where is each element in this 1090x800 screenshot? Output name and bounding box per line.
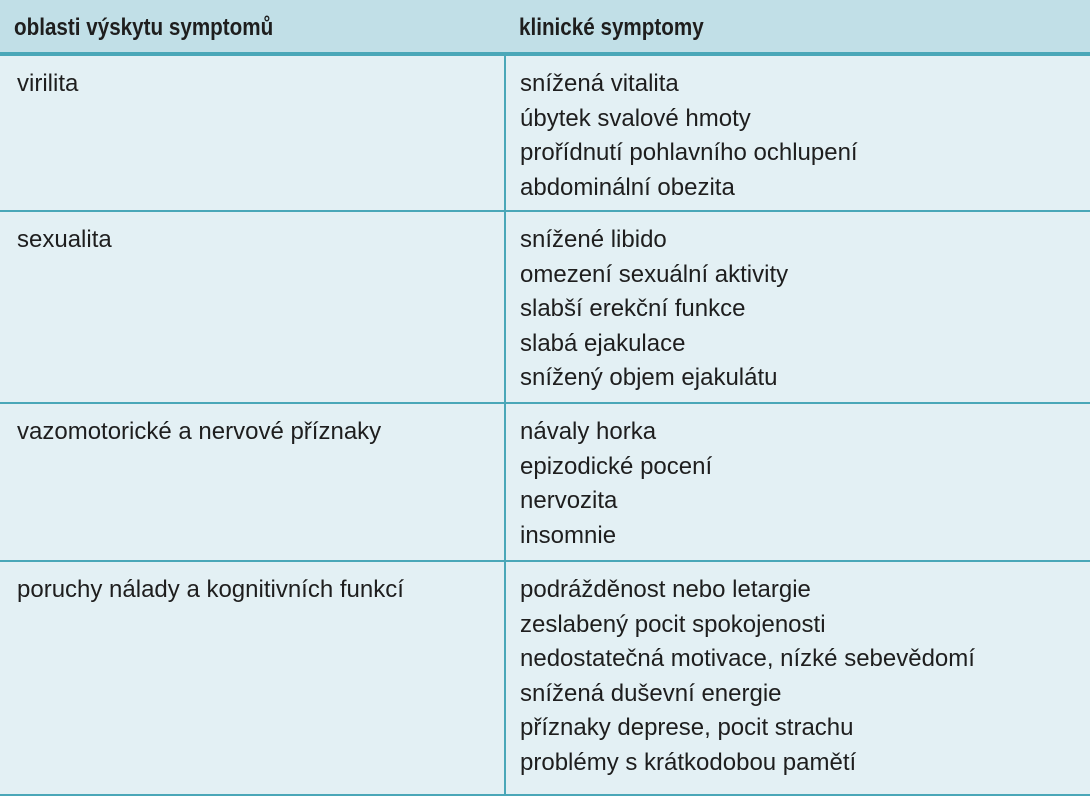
symptom-item: úbytek svalové hmoty xyxy=(520,104,751,132)
column-divider xyxy=(504,56,506,794)
area-cell: poruchy nálady a kognitivních funkcí xyxy=(17,576,404,603)
symptom-item: slabší erekční funkce xyxy=(520,295,746,322)
table-row xyxy=(0,56,1090,212)
symptom-item: problémy s krátkodobou pamětí xyxy=(520,748,857,776)
symptom-item: návaly horka xyxy=(520,418,657,445)
symptom-item: snížená vitalita xyxy=(520,70,679,97)
symptom-item: snížené libido xyxy=(520,226,667,253)
symptoms-cell xyxy=(520,67,858,205)
header-area: oblasti výskytu symptomů xyxy=(14,14,274,41)
table-row xyxy=(0,404,1090,562)
symptom-item: příznaky deprese, pocit strachu xyxy=(520,714,854,741)
symptom-item: slabá ejakulace xyxy=(520,329,686,357)
header-symptoms: klinické symptomy xyxy=(519,14,704,41)
symptom-item: omezení sexuální aktivity xyxy=(520,260,789,288)
symptom-item: epizodické pocení xyxy=(520,452,713,480)
table-row xyxy=(0,212,1090,404)
symptom-item: podrážděnost nebo letargie xyxy=(520,576,811,603)
symptoms-cell xyxy=(520,223,788,396)
area-cell: sexualita xyxy=(17,226,112,253)
symptom-item: snížená duševní energie xyxy=(520,679,782,707)
symptom-item: nervozita xyxy=(520,487,618,514)
symptom-item: insomnie xyxy=(520,521,617,549)
area-cell: vazomotorické a nervové příznaky xyxy=(17,418,382,445)
symptom-item: nedostatečná motivace, nízké sebevědomí xyxy=(520,645,975,672)
symptom-item: prořídnutí pohlavního ochlupení xyxy=(520,139,858,166)
table-header xyxy=(0,0,1090,56)
symptom-item: snížený objem ejakulátu xyxy=(520,364,778,391)
symptoms-cell xyxy=(520,415,712,553)
area-cell: virilita xyxy=(17,70,79,97)
symptom-item: zeslabený pocit spokojenosti xyxy=(520,610,826,638)
table-row xyxy=(0,562,1090,796)
symptoms-cell xyxy=(520,573,975,780)
symptom-item: abdominální obezita xyxy=(520,173,735,201)
